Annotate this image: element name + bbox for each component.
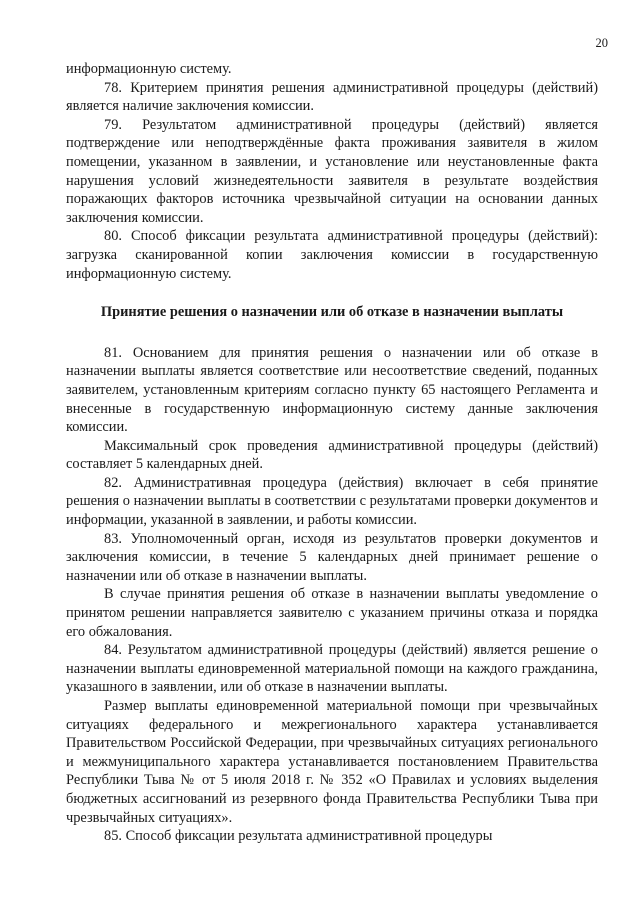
paragraphs-after-heading [66, 344, 598, 846]
paragraph: 85. Способ фиксации результата административной процедуры [104, 828, 493, 845]
section-heading: Принятие решения о назначении или об отказе в назначении выплаты [100, 304, 564, 321]
paragraph: информационную систему. [66, 61, 232, 77]
paragraph: 80. Способ фиксации результата административной процедуры (действий): загрузка сканированной копии заключения комиссии в государственную информационную систему. [66, 228, 598, 282]
paragraphs-before-heading [66, 60, 598, 283]
paragraph: Размер выплаты единовременной материальной помощи при чрезвычайных ситуациях федерального и межрегионального характера устанавливается Правительством Российской Федерации, при чрезвычайных ситуациях регионального и межмуниципального характера устанавливается постановлением Правительства Республики Тыва № от 5 июля 2018 г. № 352 «О Правилах и условиях выделения бюджетных ассигнований из резервного фонда Правительства Республики Тыва при чрезвычайных ситуациях». [66, 698, 598, 826]
paragraph: 84. Результатом административной процедуры (действий) является решение о назначении выплаты единовременной материальной помощи на каждого гражданина, указашного в заявлении, или об отказе в назначении выплаты. [66, 642, 598, 696]
document-body [66, 60, 598, 846]
paragraph: 83. Уполномоченный орган, исходя из результатов проверки документов и заключения комиссии, в течение 5 календарных дней принимает решение о назначении или об отказе в назначении выплаты. [66, 530, 598, 584]
paragraph: Максимальный срок проведения административной процедуры (действий) составляет 5 календарных дней. [66, 437, 598, 473]
page-number: 20 [595, 36, 608, 50]
paragraph: 78. Критерием принятия решения административной процедуры (действий) является наличие заключения комиссии. [66, 79, 598, 115]
paragraph: В случае принятия решения об отказе в назначении выплаты уведомление о принятом решении направляется заявителю с указанием причины отказа и порядка его обжалования. [66, 586, 598, 640]
paragraph: 79. Результатом административной процедуры (действий) является подтверждение или неподтверждённые факта проживания заявителя в жилом помещении, указанном в заявлении, и установление или неустановленные факта нарушения условий жизнедеятельности заявителя в результате воздействия поражающих факторов источника чрезвычайной ситуации на основании данных заключения комиссии. [66, 116, 598, 226]
paragraph: 81. Основанием для принятия решения о назначении или об отказе в назначении выплаты является соответствие или несоответствие сведений, поданных заявителем, установленным критериям согласно пункту 65 настоящего Регламента и внесенные в государственную информационную систему данные заключения комиссии. [66, 344, 598, 436]
paragraph: 82. Административная процедура (действия) включает в себя принятие решения о назначении выплаты в соответствии с результатами проверки документов и информации, указанной в заявлении, и работы комиссии. [66, 474, 598, 529]
